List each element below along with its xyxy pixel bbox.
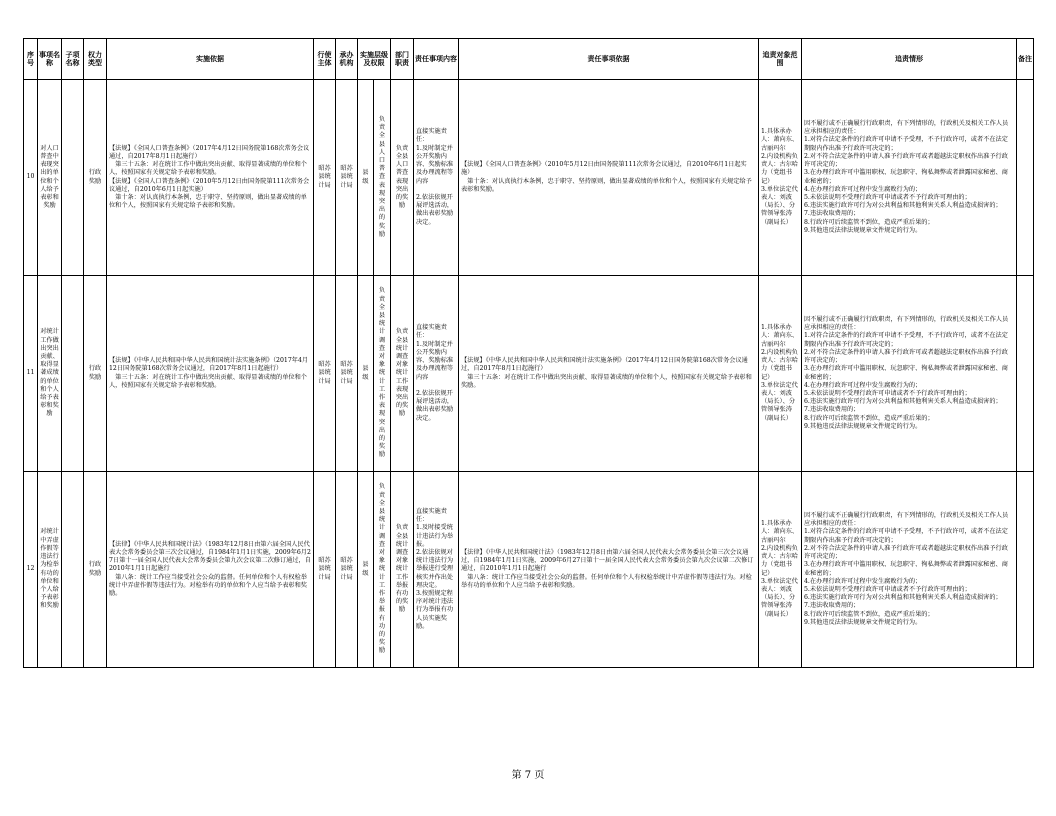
- header-item-name: 事项名称: [38, 39, 62, 80]
- row-target: 1.具体承办人：萧向东、古丽玛尔 2.内设机构负责人：古尔哈力（党组书记） 3.单位法定代表人：刘波（局长）、分管领导张涛（副局长）: [759, 472, 802, 668]
- header-situation: 追责情形: [802, 39, 1017, 80]
- row-resp-basis: 【法规】《中华人民共和国中华人民共和国统计法实施条例》（2017年4月12日国务院第168次常务会议通过，自2017年8月1日起施行） 第三十五条：对在统计工作中做出突出贡献、取得显著成绩的单位和个人，按照国家有关规定给予表彰和奖励。: [459, 276, 759, 472]
- row-item-name: 对统计中弄虚作假等违法行为检举有功的单位和个人给予表彰和奖励: [38, 472, 62, 668]
- responsibility-table: [23, 38, 1034, 668]
- row-dept-duty-2: 负责全县统计调查对象统计工作举报有功的奖励: [391, 472, 414, 668]
- row-remark: [1017, 80, 1034, 276]
- row-resp-basis: 【法规】《全国人口普查条例》（2010年5月12日由国务院第111次常务会议通过，自2010年6月1日起实施） 第十条：对认真执行本条例，忠于职守、坚持原则，做出显著成绩的单位和个人，按照国家有关规定给予表彰和奖励。: [459, 80, 759, 276]
- row-target: 1.具体承办人：萧向东、古丽玛尔 2.内设机构负责人：古尔哈力（党组书记） 3.单位法定代表人：刘波（局长）、分管领导张涛（副局长）: [759, 276, 802, 472]
- row-org: 昭苏县统计局: [336, 80, 358, 276]
- row-dept-duty-2: 负责全县人口普查表现突出的奖励: [391, 80, 414, 276]
- row-subject: 昭苏县统计局: [314, 472, 336, 668]
- header-remark: 备注: [1017, 39, 1034, 80]
- row-power-type: 行政奖励: [84, 80, 107, 276]
- row-resp-content: 直接实施责任： 1.及时制定并公开奖励内容、奖励标准及办理流程等内容 2.依法依规开展评选活动，做出表彰奖励决定。: [414, 276, 459, 472]
- row-sub-item: [62, 276, 84, 472]
- header-resp-basis: 责任事项依据: [459, 39, 759, 80]
- row-item-name: 对人口普查中表现突出的单位和个人给予表彰和奖励: [38, 80, 62, 276]
- row-resp-basis: 【法律】《中华人民共和国统计法》（1983年12月8日由第六届全国人民代表大会常务委员会第三次会议通过，自1984年1月1日实施，2009年6月27日第十一届全国人民代表大会常务委员会第九次会议第二次修订通过，自2010年1月1日起施行 第八条：统计工作应当接受社会公众的监督。任何单位和个人有权检举统计中弄虚作假等违法行为。对检举有功的单位和个人应当给予表彰和奖励。: [459, 472, 759, 668]
- row-org: 昭苏县统计局: [336, 472, 358, 668]
- row-dept-duty: 负责全县统计调查对象统计工作举报有功的奖励: [374, 472, 391, 668]
- table-row: [24, 276, 1034, 472]
- row-seq: 10: [24, 80, 38, 276]
- row-level: 县级: [358, 276, 374, 472]
- page-number: 第 7 页: [511, 770, 545, 781]
- row-sub-item: [62, 472, 84, 668]
- row-level: 县级: [358, 472, 374, 668]
- row-seq: 11: [24, 276, 38, 472]
- table-header-row: [24, 39, 1034, 80]
- row-subject: 昭苏县统计局: [314, 276, 336, 472]
- table-row: [24, 472, 1034, 668]
- row-resp-content: 直接实施责任： 1.及时制定并公开奖励内容、奖励标准及办理流程等内容 2.依法依规开展评选活动，做出表彰奖励决定。: [414, 80, 459, 276]
- header-power-type: 权力类型: [84, 39, 107, 80]
- row-subject: 昭苏县统计局: [314, 80, 336, 276]
- row-power-type: 行政奖励: [84, 472, 107, 668]
- header-subject: 行使主体: [314, 39, 336, 80]
- header-org: 承办机构: [336, 39, 358, 80]
- row-level: 县级: [358, 80, 374, 276]
- row-basis: 【法规】《中华人民共和国中华人民共和国统计法实施条例》（2017年4月12日国务院第168次常务会议通过，自2017年8月1日起施行） 第三十五条：对在统计工作中做出突出贡献、取得显著成绩的单位和个人，按照国家有关规定给予表彰和奖励。: [107, 276, 314, 472]
- header-sub-item: 子项名称: [62, 39, 84, 80]
- row-seq: 12: [24, 472, 38, 668]
- row-basis: 【法律】《中华人民共和国统计法》（1983年12月8日由第六届全国人民代表大会常务委员会第三次会议通过，自1984年1月1日实施，2009年6月27日第十一届全国人民代表大会常务委员会第九次会议第二次修订通过，自2010年1月1日起施行 第八条：统计工作应当接受社会公众的监督。任何单位和个人有权检举统计中弄虚作假等违法行为。对检举有功的单位和个人应当给予表彰和奖励。: [107, 472, 314, 668]
- row-situation: 因不履行或不正确履行行政职责，有下列情形的，行政机关及相关工作人员应承担相应的责任： 1.对符合法定条件的行政许可申请不予受理，不予行政许可，或者不在法定期限内作出准予行政许可决定的； 2.对不符合法定条件的申请人准予行政许可或者超越法定职权作出准予行政许可决定的； 3.在办理行政许可中滥用职权、玩忽职守、徇私舞弊或者泄露国家秘密、商业秘密的； 4.在办理行政许可过程中发生腐败行为的； 5.未依法说明不受理行政许可申请或者不予行政许可理由的； 6.违法实施行政许可行为对公共利益和其他利害关系人利益造成损害的； 7.违法收取费用的； 8.行政许可后续监管不到位，造成严重后果的； 9.其他违反法律法规规章文件规定的行为。: [802, 472, 1017, 668]
- row-power-type: 行政奖励: [84, 276, 107, 472]
- row-dept-duty-2: 负责全县统计调查对象统计工作表现突出的奖励: [391, 276, 414, 472]
- row-remark: [1017, 276, 1034, 472]
- row-dept-duty: 负责全县统计调查对象统计工作表现突出的奖励: [374, 276, 391, 472]
- row-target: 1.具体承办人：萧向东、古丽玛尔 2.内设机构负责人：古尔哈力（党组书记） 3.单位法定代表人：刘波（局长）、分管领导张涛（副局长）: [759, 80, 802, 276]
- row-basis: 【法规】《全国人口普查条例》（2017年4月12日国务院第168次常务会议通过，自2017年8月1日起施行） 第三十五条：对在统计工作中做出突出贡献、取得显著成绩的单位和个人，按照国家有关规定给予表彰和奖励。 【法规】《全国人口普查条例》（2010年5月12日由国务院第111次常务会议通过，自2010年6月1日起实施） 第十条：对认真执行本条例，忠于职守、坚持原则，做出显著成绩的单位和个人，按照国家有关规定给予表彰和奖励。: [107, 80, 314, 276]
- row-item-name: 对统计工作做出突出贡献、取得显著成绩的单位和个人给予表彰和奖励: [38, 276, 62, 472]
- header-level: 实施层级及权限: [358, 39, 391, 80]
- header-target: 追责对象范围: [759, 39, 802, 80]
- header-dept: 部门职责: [391, 39, 414, 80]
- header-resp-content: 责任事项内容: [414, 39, 459, 80]
- table-row: [24, 80, 1034, 276]
- row-situation: 因不履行或不正确履行行政职责，有下列情形的，行政机关及相关工作人员应承担相应的责任： 1.对符合法定条件的行政许可申请不予受理，不予行政许可，或者不在法定期限内作出准予行政许可决定的； 2.对不符合法定条件的申请人准予行政许可或者超越法定职权作出准予行政许可决定的； 3.在办理行政许可中滥用职权、玩忽职守、徇私舞弊或者泄露国家秘密、商业秘密的； 4.在办理行政许可过程中发生腐败行为的； 5.未依法说明不受理行政许可申请或者不予行政许可理由的； 6.违法实施行政许可行为对公共利益和其他利害关系人利益造成损害的； 7.违法收取费用的； 8.行政许可后续监管不到位，造成严重后果的； 9.其他违反法律法规规章文件规定的行为。: [802, 276, 1017, 472]
- header-seq: 序号: [24, 39, 38, 80]
- row-org: 昭苏县统计局: [336, 276, 358, 472]
- header-basis: 实施依据: [107, 39, 314, 80]
- row-remark: [1017, 472, 1034, 668]
- row-sub-item: [62, 80, 84, 276]
- row-situation: 因不履行或不正确履行行政职责，有下列情形的，行政机关及相关工作人员应承担相应的责任： 1.对符合法定条件的行政许可申请不予受理，不予行政许可，或者不在法定期限内作出准予行政许可决定的； 2.对不符合法定条件的申请人准予行政许可或者超越法定职权作出准予行政许可决定的； 3.在办理行政许可中滥用职权、玩忽职守、徇私舞弊或者泄露国家秘密、商业秘密的； 4.在办理行政许可过程中发生腐败行为的； 5.未依法说明不受理行政许可申请或者不予行政许可理由的； 6.违法实施行政许可行为对公共利益和其他利害关系人利益造成损害的； 7.违法收取费用的； 8.行政许可后续监管不到位，造成严重后果的； 9.其他违反法律法规规章文件规定的行为。: [802, 80, 1017, 276]
- row-resp-content: 直接实施责任： 1.及时接受统计违法行为举报。 2.依法依规对统计违法行为举报进行受理核实并作出处理决定。 3.按照规定程序对统计违法行为举报有功人员实施奖励。: [414, 472, 459, 668]
- row-dept-duty: 负责全县人口普查表现突出的奖励: [374, 80, 391, 276]
